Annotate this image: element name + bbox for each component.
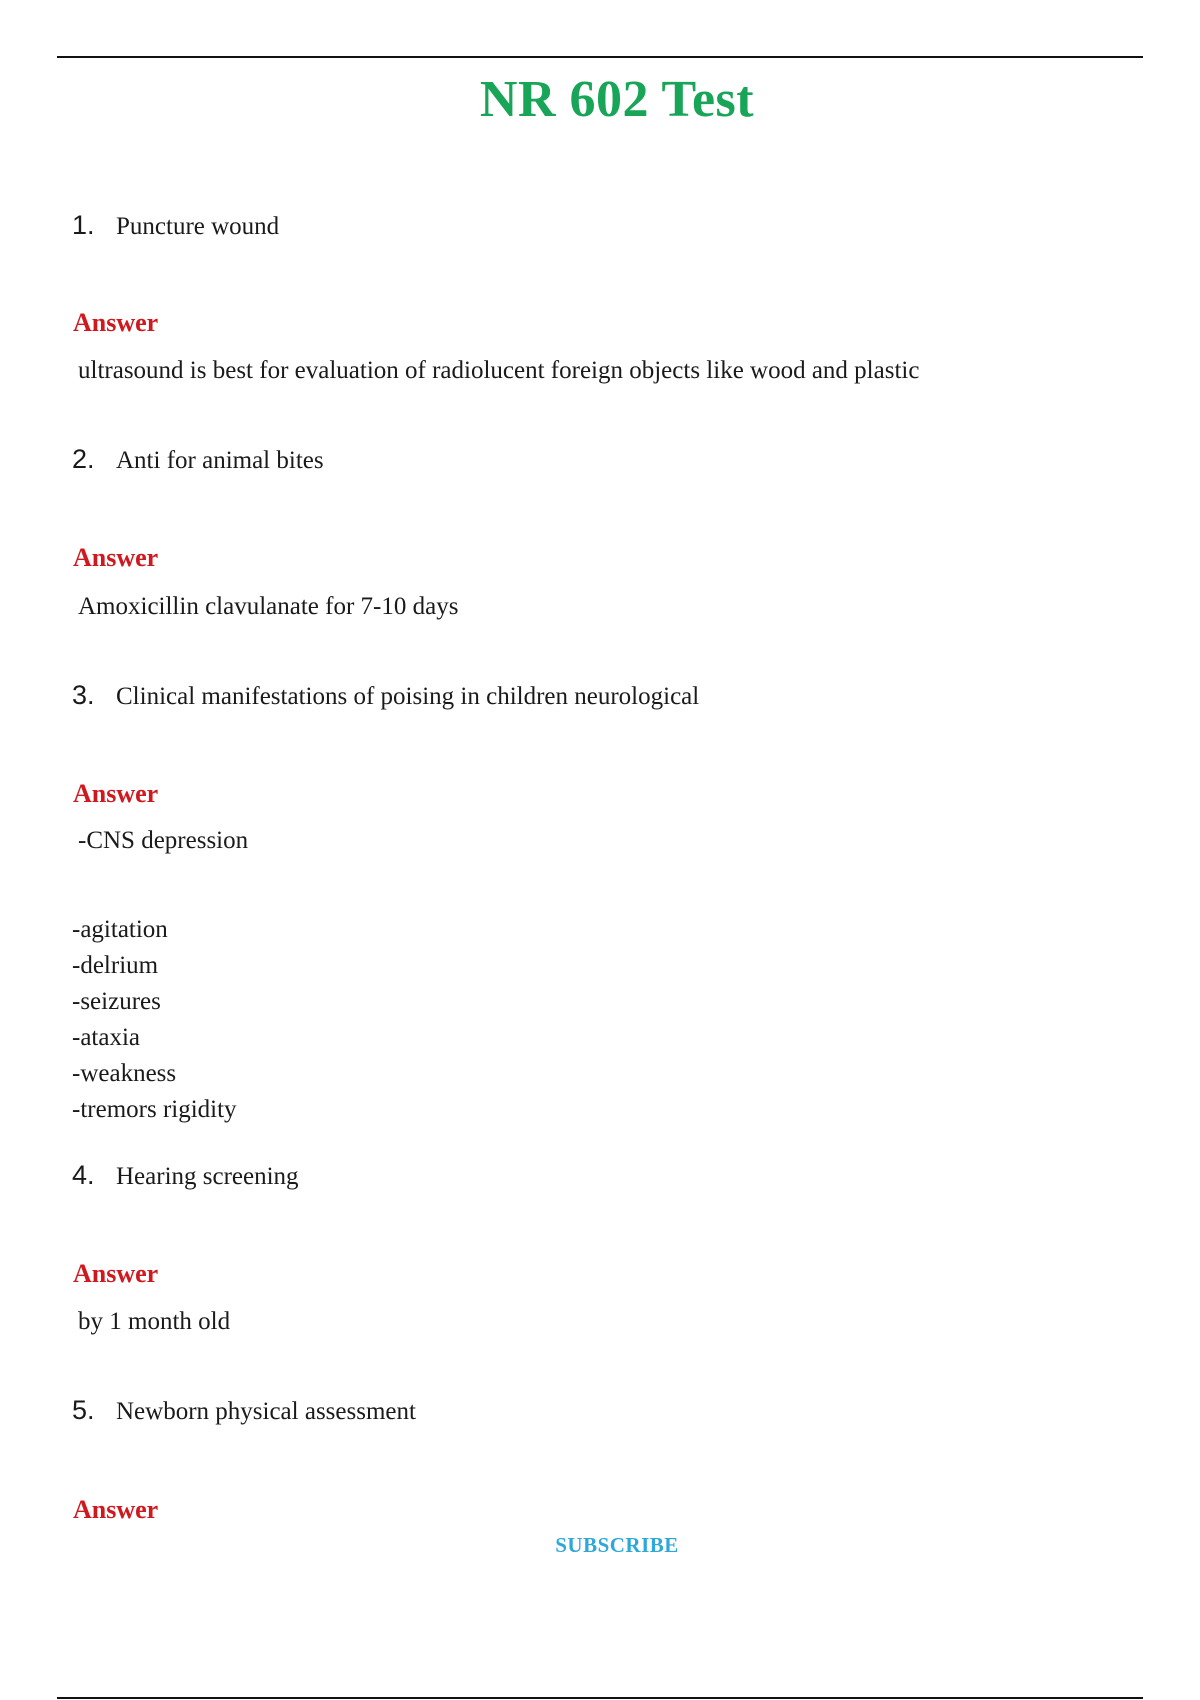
question-4 [72, 1160, 299, 1191]
question-number: 2. [72, 444, 95, 474]
list-item: -agitation [72, 916, 168, 943]
top-rule [57, 56, 1143, 58]
question-text: Puncture wound [116, 213, 280, 240]
bottom-rule [57, 1697, 1143, 1699]
answer-text: ultrasound is best for evaluation of radiolucent foreign objects like wood and plastic [78, 357, 920, 384]
question-text: Newborn physical assessment [116, 1398, 416, 1425]
question-number: 1. [72, 210, 95, 240]
list-item: -delrium [72, 952, 159, 979]
list-item: -tremors rigidity [72, 1096, 237, 1123]
question-text: Hearing screening [116, 1163, 299, 1190]
question-5 [72, 1395, 416, 1426]
answer-label: Answer [73, 543, 159, 572]
question-text: Anti for animal bites [116, 447, 324, 474]
question-text: Clinical manifestations of poising in children neurological [116, 683, 700, 710]
question-1 [72, 210, 279, 241]
answer-label: Answer [73, 1495, 159, 1524]
question-number: 4. [72, 1160, 95, 1190]
subscribe-link[interactable]: SUBSCRIBE [555, 1533, 679, 1557]
list-item: -seizures [72, 988, 161, 1015]
answer-text: -CNS depression [78, 827, 249, 854]
question-3 [72, 680, 699, 711]
list-item: -weakness [72, 1060, 177, 1087]
answer-text: by 1 month old [78, 1308, 231, 1335]
answer-label: Answer [73, 779, 159, 808]
answer-label: Answer [73, 308, 159, 337]
list-item: -ataxia [72, 1024, 141, 1051]
question-number: 3. [72, 680, 95, 710]
answer-list [72, 912, 237, 1128]
answer-label: Answer [73, 1259, 159, 1288]
document-title: NR 602 Test [479, 71, 755, 128]
question-2 [72, 444, 324, 475]
question-number: 5. [72, 1395, 95, 1425]
answer-text: Amoxicillin clavulanate for 7-10 days [78, 593, 459, 620]
